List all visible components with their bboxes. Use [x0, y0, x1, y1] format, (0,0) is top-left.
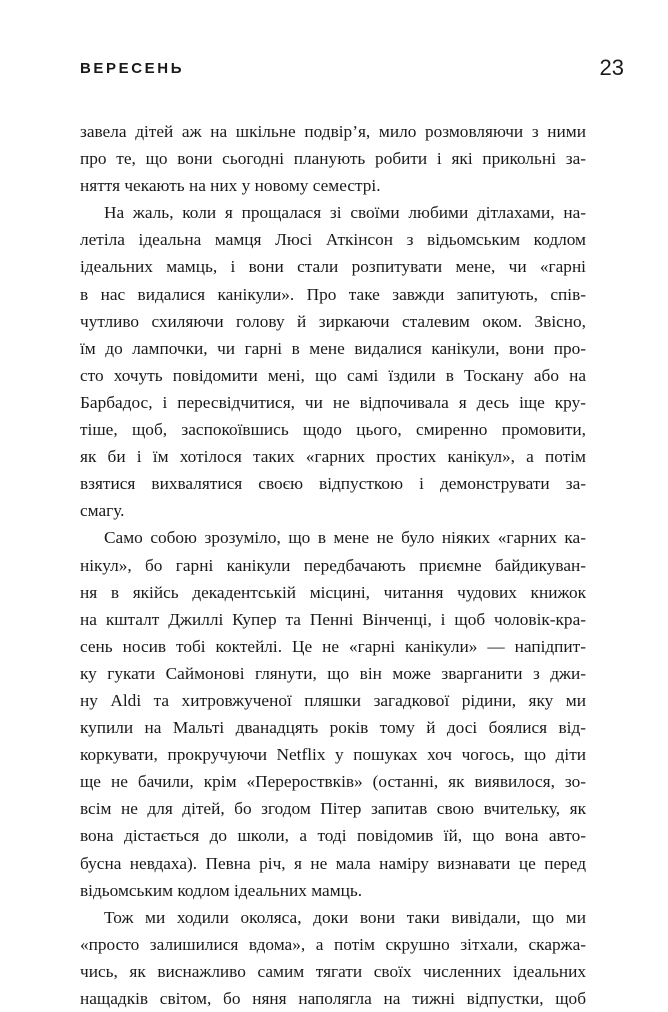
text-line: На жаль, коли я прощалася зі своїми любими дітлахами, на-: [104, 203, 586, 223]
paragraph-4: [80, 904, 586, 1012]
text-line: відьомським кодлом ідеальних мамць.: [80, 880, 363, 900]
text-line: всім не для дітей, бо згодом Пітер запитав свою вчительку, як: [80, 799, 586, 819]
text-line: ку гукати Саймонові глянути, що він може зварганити з джи-: [80, 663, 586, 683]
text-line: няття чекають на них у новому семестрі.: [80, 176, 381, 196]
running-head: ВЕРЕСЕНЬ: [80, 60, 185, 77]
text-line: завела дітей аж на шкільне подвір’я, мило розмовляючи з ними: [80, 122, 586, 141]
text-line: коркувати, прокручуючи Netflix у пошуках хоч чогось, що діти: [80, 745, 586, 765]
text-line: Барбадос, і пересвідчитися, чи не відпочивала я десь іще кру-: [80, 392, 586, 412]
text-line: про те, що вони сьогодні планують робити і які прикольні за-: [80, 149, 586, 169]
text-line: Тож ми ходили околяса, доки вони таки вивідали, що ми: [104, 907, 586, 927]
paragraph-3: [80, 524, 586, 903]
text-line: ня в якійсь декадентській місцині, читання чудових книжок: [80, 582, 586, 602]
text-line: взятися вихвалятися своєю відпусткою і демонструвати за-: [80, 474, 586, 494]
text-line: Само собою зрозуміло, що в мене не було ніяких «гарних ка-: [104, 528, 586, 548]
text-line: вона дістається до школи, а тоді повідомив їй, що вона авто-: [80, 826, 586, 846]
text-line: летіла ідеальна мамця Люсі Аткінсон з відьомським кодлом: [80, 230, 586, 250]
paragraph-1: [80, 118, 586, 199]
text-line: ідеальних мамць, і вони стали розпитувати мене, чи «гарні: [80, 257, 586, 277]
text-line: чутливо схиляючи голову й зиркаючи сталевим оком. Звісно,: [80, 311, 586, 331]
text-line: тіше, щоб, заспокоївшись щодо цього, смиренно промовити,: [80, 420, 586, 440]
text-line: «просто залишилися вдома», а потім скрушно зітхали, скаржа-: [80, 934, 586, 954]
text-line: як би і їм хотілося таких «гарних простих канікул», а потім: [80, 447, 586, 467]
text-line: їм до лампочки, чи гарні в мене видалися канікули, вони про-: [80, 338, 586, 358]
text-line: купили на Мальті дванадцять років тому й досі боялися від-: [80, 718, 586, 738]
text-line: бусна невдаха). Певна річ, я не мала наміру визнавати це перед: [80, 853, 586, 873]
text-line: ще не бачили, крім «Перероствків» (останні, як виявилося, зо-: [80, 772, 586, 792]
text-line: смагу.: [80, 501, 125, 521]
text-line: чись, як виснажливо самим тягати своїх численних ідеальних: [80, 961, 586, 981]
text-line: сень носив тобі коктейлі. Це не «гарні канікули» — напідпит-: [80, 636, 586, 656]
page-number: 23: [599, 55, 624, 80]
text-line: на кшталт Джиллі Купер та Пенні Вінченці, і щоб чоловік-кра-: [80, 609, 586, 629]
text-line: нащадків світом, бо няня наполягла на тижні відпустки, щоб: [80, 989, 586, 1008]
text-line: нікул», бо гарні канікули передбачають приємне байдикуван-: [80, 555, 586, 575]
text-line: ну Aldi та хитровжученої пляшки загадкової рідини, яку ми: [80, 690, 586, 710]
text-line: в нас видалися канікули». Про таке завжди запитують, спів-: [80, 284, 586, 304]
paragraph-2: [80, 199, 586, 524]
text-line: сто хочуть повідомити мені, що самі їздили в Тоскану або на: [80, 365, 586, 385]
body-text: [80, 118, 586, 1012]
